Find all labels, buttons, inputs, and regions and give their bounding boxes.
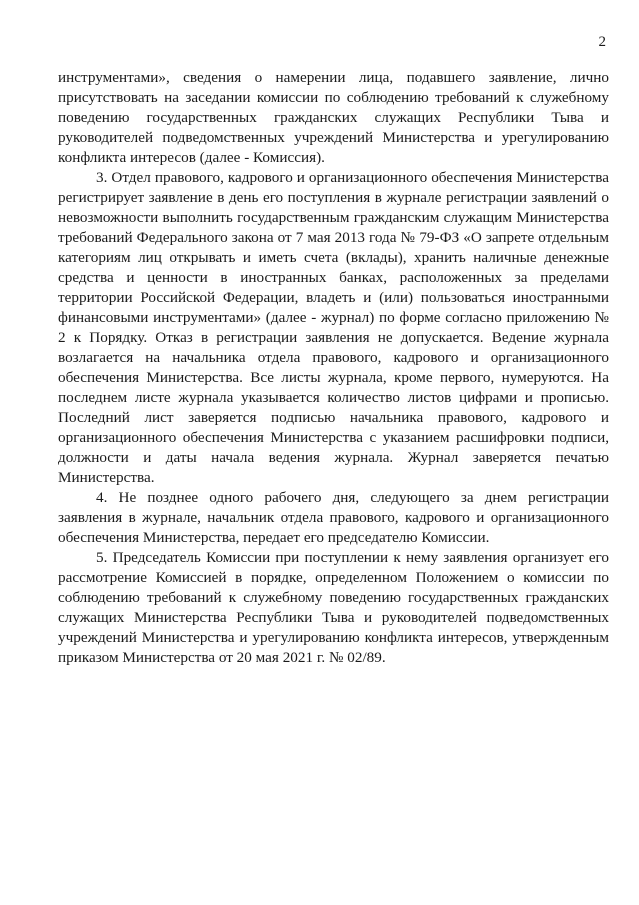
document-body [58, 68, 609, 668]
paragraph-item-5: 5. Председатель Комиссии при поступлении к нему заявления организует его рассмотрение Комиссией в порядке, определенном Положением о комиссии по соблюдению требований к служебному поведению государственных гражданских служащих Министерства Республики Тыва и руководителей подведомственных учреждений Министерства и урегулированию конфликта интересов, утвержденным приказом Министерства от 20 мая 2021 г. № 02/89. [58, 549, 609, 666]
page-number: 2 [598, 34, 606, 50]
paragraph-item-4: 4. Не позднее одного рабочего дня, следующего за днем регистрации заявления в журнале, начальник отдела правового, кадрового и организационного обеспечения Министерства, передает его председателю Комиссии. [58, 489, 609, 546]
paragraph-item-3: 3. Отдел правового, кадрового и организационного обеспечения Министерства регистрирует заявление в день его поступления в журнале регистрации заявлений о невозможности выполнить государственным гражданским служащим Министерства требований Федерального закона от 7 мая 2013 года № 79-ФЗ «О запрете отдельным категориям лиц открывать и иметь счета (вклады), хранить наличные денежные средства и ценности в иностранных банках, расположенных за пределами территории Российской Федерации, владеть и (или) пользоваться иностранными финансовыми инструментами» (далее - журнал) по форме согласно приложению № 2 к Порядку. Отказ в регистрации заявления не допускается. Ведение журнала возлагается на начальника отдела правового, кадрового и организационного обеспечения Министерства. Все листы журнала, кроме первого, нумеруются. На последнем листе журнала указывается количество листов цифрами и прописью. Последний лист заверяется подписью начальника правового, кадрового и организационного обеспечения Министерства с указанием расшифровки подписи, должности и даты начала ведения журнала. Журнал заверяется печатью Министерства. [58, 169, 609, 486]
paragraph-continuation: инструментами», сведения о намерении лица, подавшего заявление, лично присутствовать на заседании комиссии по соблюдению требований к служебному поведению государственных гражданских служащих Республики Тыва и руководителей подведомственных учреждений Министерства и урегулированию конфликта интересов (далее - Комиссия). [58, 69, 609, 166]
